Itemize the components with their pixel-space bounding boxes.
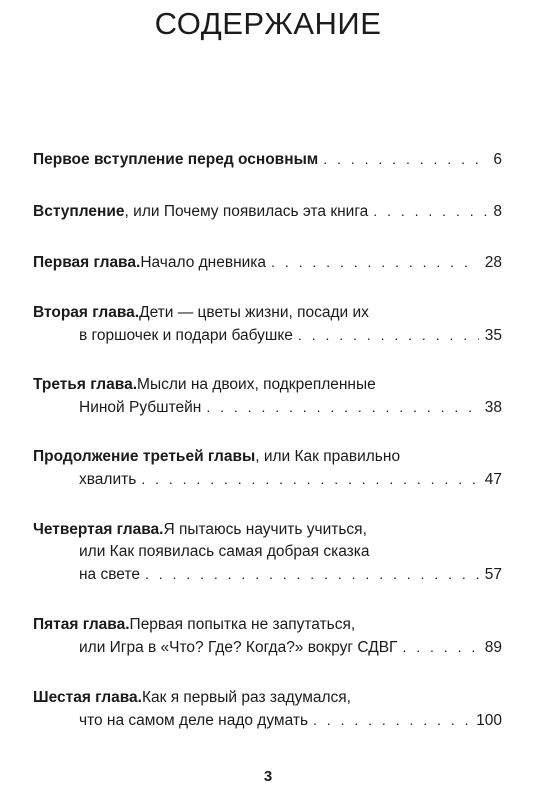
toc-entry-continuation: или Игра в «Что? Где? Когда?» вокруг СДВГ: [79, 639, 398, 656]
toc-entry-continuation: что на самом деле надо думать: [79, 712, 309, 729]
toc-leader-dots: [313, 709, 470, 731]
toc-entry[interactable]: [33, 251, 502, 274]
toc-entry[interactable]: [33, 200, 502, 223]
toc-leader-dots: [145, 563, 479, 585]
toc-leader-dots: [206, 396, 478, 418]
toc-entry-heading: Вступление: [33, 203, 125, 220]
toc-entry-continuation: Ниной Рубштейн: [79, 399, 202, 416]
toc-entry[interactable]: [33, 374, 502, 419]
toc-leader-dots: [373, 200, 487, 222]
toc-entry[interactable]: [33, 446, 502, 491]
toc-entry-page: 38: [484, 399, 502, 416]
toc-entry-page: 6: [493, 151, 502, 168]
page-title: СОДЕРЖАНИЕ: [154, 6, 382, 41]
toc-entry-subtitle: Мысли на двоих, подкрепленные: [137, 376, 376, 393]
toc-entry-heading: Вторая глава.: [33, 304, 140, 321]
toc-entry-heading: Продолжение третьей главы: [33, 448, 256, 465]
toc-entry-page: 8: [493, 203, 502, 220]
toc-entry-page: 100: [476, 712, 502, 729]
toc-entry-subtitle: Первая попытка не запутаться,: [129, 616, 356, 633]
toc-entry-page: 57: [484, 566, 502, 583]
toc-entry-heading: Первое вступление перед основным: [33, 151, 319, 168]
toc-entry-subtitle: Я пытаюсь научить учиться,: [163, 521, 367, 538]
toc-entry[interactable]: [33, 302, 502, 347]
toc-entry-subtitle: Дети — цветы жизни, посади их: [139, 304, 369, 321]
toc-entry-continuation: в горшочек и подари бабушке: [79, 327, 293, 344]
toc-entry[interactable]: [33, 519, 502, 586]
toc-entry-page: 28: [484, 254, 502, 271]
toc-entry[interactable]: [33, 148, 502, 171]
toc-entry-page: 89: [484, 639, 502, 656]
toc-entry-heading: Пятая глава.: [33, 616, 130, 633]
toc-entry[interactable]: [33, 687, 502, 732]
toc-leader-dots: [271, 251, 479, 273]
toc-entry-continuation: хвалить: [79, 471, 137, 488]
toc-entry[interactable]: [33, 614, 502, 659]
toc-entry-continuation: на свете: [79, 566, 140, 583]
toc-entry-subtitle: Начало дневника: [140, 254, 267, 271]
toc-entry-subtitle: Как я первый раз задумался,: [141, 689, 351, 706]
toc-entry-subtitle: , или Почему появилась эта книга: [124, 203, 369, 220]
toc-leader-dots: [323, 148, 487, 170]
toc-leader-dots: [402, 636, 478, 658]
toc-entry-subtitle: , или Как правильно: [255, 448, 401, 465]
toc-leader-dots: [141, 468, 478, 490]
toc-entry-heading: Четвертая глава.: [33, 521, 164, 538]
toc-entry-continuation: или Как появилась самая добрая сказка: [79, 543, 370, 560]
toc-entry-heading: Шестая глава.: [33, 689, 142, 706]
page-number: 3: [263, 768, 273, 785]
toc-entry-heading: Первая глава.: [33, 254, 141, 271]
toc-entry-page: 35: [484, 327, 502, 344]
toc-leader-dots: [298, 324, 479, 346]
toc-entry-heading: Третья глава.: [33, 376, 138, 393]
toc-entry-page: 47: [484, 471, 502, 488]
